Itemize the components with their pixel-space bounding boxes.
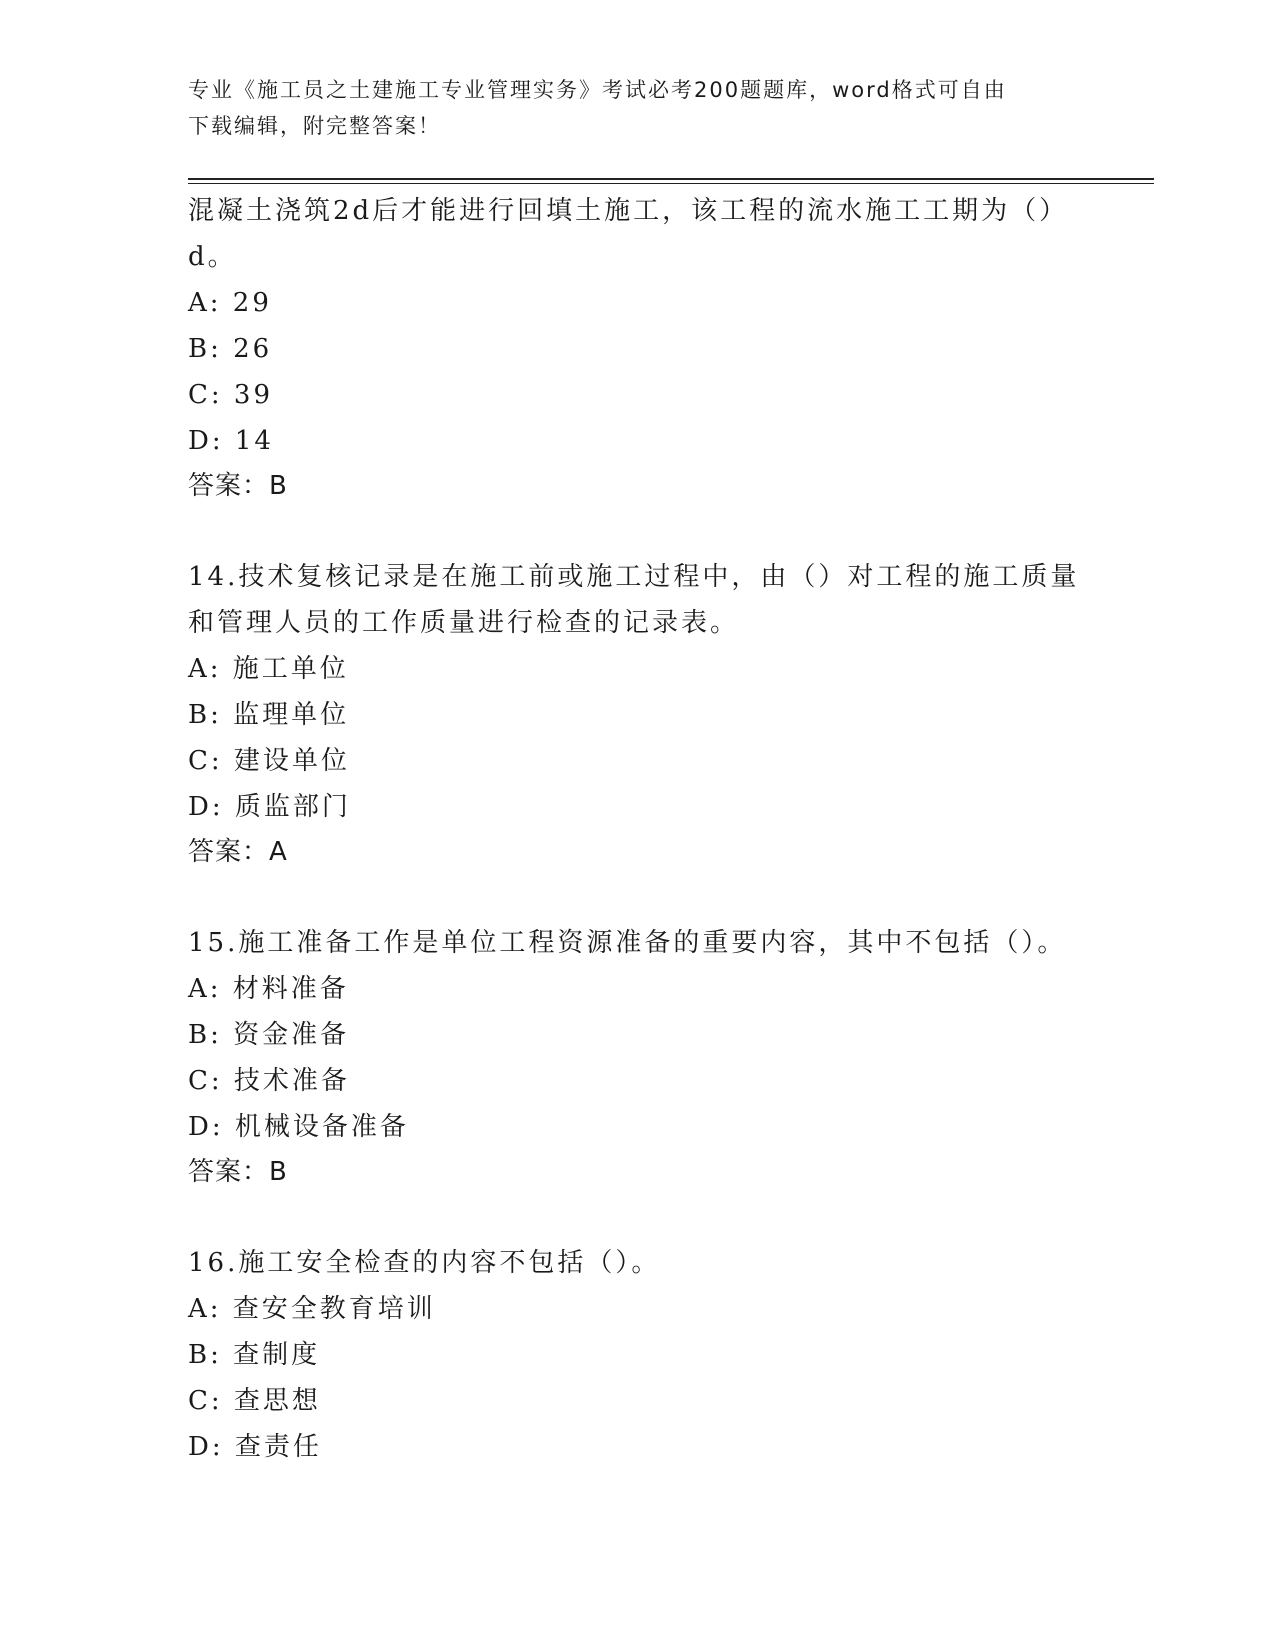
answer-text: 答案：B <box>188 1157 288 1187</box>
option-c: C: 技术准备 <box>188 1066 350 1096</box>
question-stem: d。 <box>188 242 237 272</box>
header-divider-thick <box>188 178 1154 180</box>
header-line-2: 下载编辑，附完整答案！ <box>188 114 441 138</box>
header-line-1: 专业《施工员之土建施工专业管理实务》考试必考200题题库，word格式可自由 <box>188 78 1007 102</box>
option-c: C: 建设单位 <box>188 746 350 776</box>
option-c: C: 查思想 <box>188 1386 321 1416</box>
option-b: B: 查制度 <box>188 1340 321 1370</box>
option-c: C: 39 <box>188 380 274 410</box>
answer-text: 答案：B <box>188 471 288 501</box>
question-stem: 和管理人员的工作质量进行检查的记录表。 <box>188 608 740 638</box>
document-header <box>188 72 1078 144</box>
spacer <box>188 1194 1088 1240</box>
option-a: A: 29 <box>188 288 272 318</box>
option-a: A: 施工单位 <box>188 654 349 684</box>
question-stem: 14.技术复核记录是在施工前或施工过程中，由（）对工程的施工质量 <box>188 562 1080 592</box>
question-stem: 15.施工准备工作是单位工程资源准备的重要内容，其中不包括（）。 <box>188 928 1067 958</box>
option-b: B: 监理单位 <box>188 700 350 730</box>
option-b: B: 26 <box>188 334 273 364</box>
question-block-15 <box>188 920 1088 1194</box>
option-d: D: 质监部门 <box>188 792 351 822</box>
question-stem: 混凝土浇筑2d后才能进行回填土施工，该工程的流水施工工期为（） <box>188 196 1069 226</box>
option-a: A: 查安全教育培训 <box>188 1294 436 1324</box>
question-block-16 <box>188 1240 1088 1470</box>
option-d: D: 机械设备准备 <box>188 1112 409 1142</box>
header-divider-thin <box>188 183 1154 184</box>
option-a: A: 材料准备 <box>188 974 349 1004</box>
option-d: D: 14 <box>188 426 274 456</box>
spacer <box>188 874 1088 920</box>
option-d: D: 查责任 <box>188 1432 322 1462</box>
spacer <box>188 508 1088 554</box>
answer-text: 答案：A <box>188 837 288 867</box>
question-list <box>188 188 1088 1470</box>
question-block-13 <box>188 188 1088 508</box>
option-b: B: 资金准备 <box>188 1020 350 1050</box>
question-block-14 <box>188 554 1088 874</box>
question-stem: 16.施工安全检查的内容不包括（）。 <box>188 1248 661 1278</box>
